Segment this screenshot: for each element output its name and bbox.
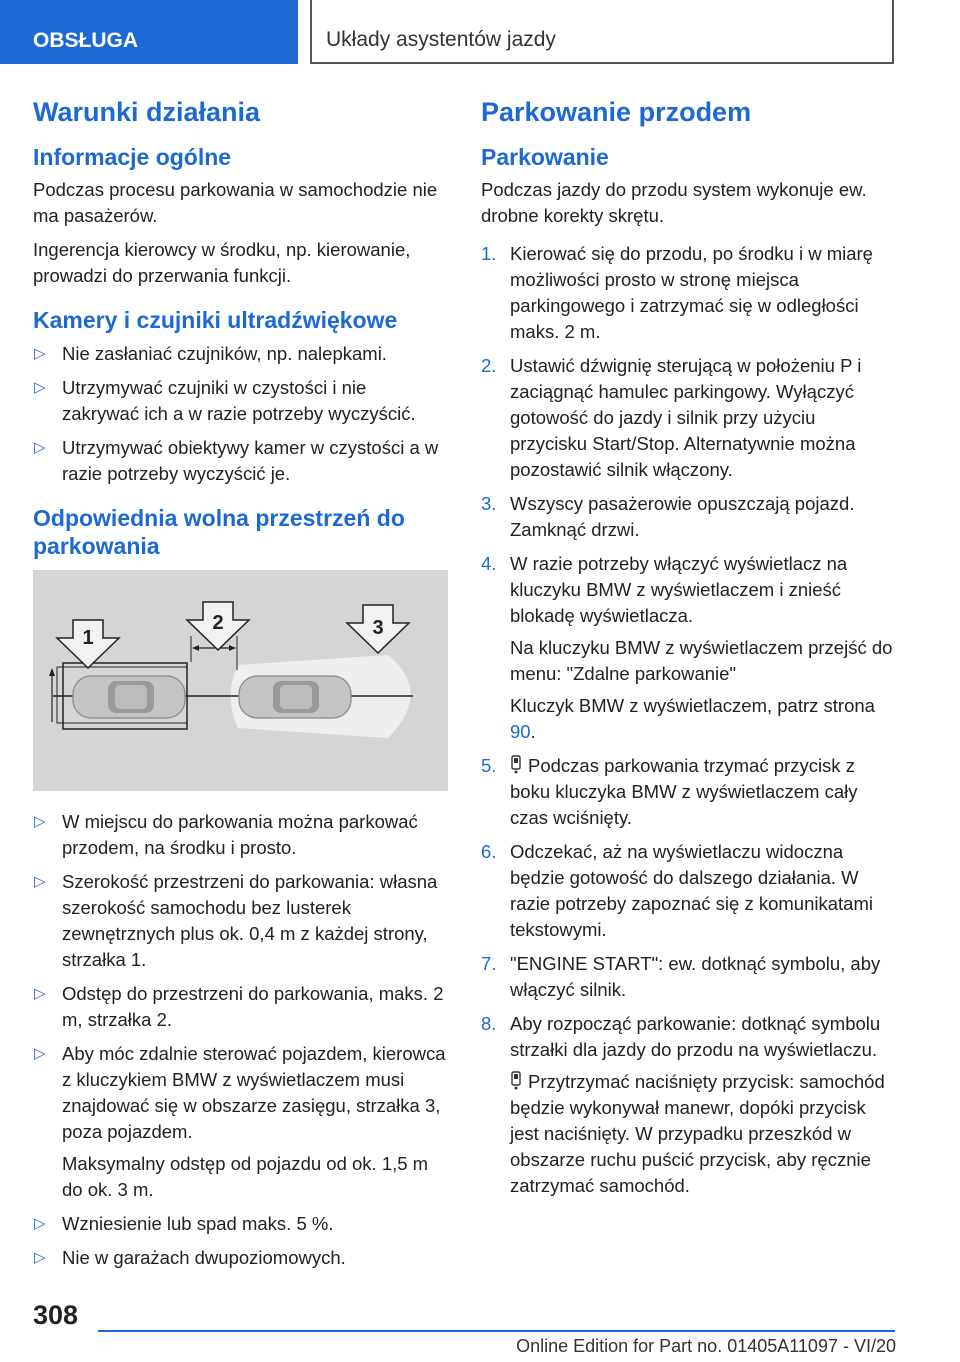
list-item: ▷ Aby móc zdalnie sterować pojazdem, kierowca z kluczykiem BMW z wyświetlaczem musi znajdować się w obszarze zasięgu, strzałka 3, poza pojazdem. Maksymalny odstęp od pojazdu od ok. 1,5 m do ok. 3 m. xyxy=(33,1041,448,1203)
triangle-bullet-icon: ▷ xyxy=(34,438,46,456)
chapter-title: Układy asystentów jazdy xyxy=(326,28,556,51)
parking-space-diagram xyxy=(33,570,448,791)
triangle-bullet-icon: ▷ xyxy=(34,1215,46,1233)
list-item: ▷ Szerokość przestrzeni do parkowania: własna szerokość samochodu bez lusterek zewnętrznych plus ok. 0,4 m z każdej strony, strzałka 1. xyxy=(34,871,438,971)
paragraph: Podczas jazdy do przodu system wykonuje ew. drobne korekty skrętu. xyxy=(481,179,867,227)
heading-parking-space: Odpowiednia wolna przestrzeń do parkowania xyxy=(33,504,405,559)
step-item: 4. W razie potrzeby włączyć wyświetlacz na kluczyku BMW z wyświetlaczem i znieść blokadę wyświetlacza. Na kluczyku BMW z wyświetlaczem przejść do menu: "Zdalne parkowanie" Kluczyk BMW z wyświetlaczem, patrz strona 90. xyxy=(481,551,896,745)
chapter-header xyxy=(310,0,894,64)
section-tab-label: OBSŁUGA xyxy=(33,29,138,52)
page-link[interactable]: 90 xyxy=(510,721,531,743)
list-item: ▷ Nie w garażach dwupoziomowych. xyxy=(33,1245,448,1271)
step-item: 5. Podczas parkowania trzymać przycisk z boku kluczyka BMW z wyświetlaczem cały czas wciśnięty. xyxy=(481,755,858,829)
display-key-icon xyxy=(510,755,522,775)
car-parked xyxy=(73,676,185,718)
steps-list xyxy=(481,241,896,1199)
step-item: 3. Wszyscy pasażerowie opuszczają pojazd. Zamknąć drzwi. xyxy=(481,493,855,541)
step-note: Kluczyk BMW z wyświetlaczem, patrz strona 90. xyxy=(510,695,875,743)
step-item: 6. Odczekać, aż na wyświetlaczu widoczna będzie gotowość do dalszego działania. W razie potrzeby zapoznać się z komunikatami tekstowymi. xyxy=(481,841,873,941)
step-item: 7. "ENGINE START": ew. dotknąć symbolu, aby włączyć silnik. xyxy=(481,953,881,1001)
svg-text:3: 3 xyxy=(372,617,384,640)
heading-front-parking: Parkowanie przodem xyxy=(481,97,752,127)
parking-space-list xyxy=(33,809,448,1271)
step-item: 1. Kierować się do przodu, po środku i w miarę możliwości prosto w stronę miejsca parkingowego i zatrzymać się w odległości maks. 2 m. xyxy=(481,243,873,343)
footer-divider xyxy=(98,1330,895,1332)
step-item: 2. Ustawić dźwignię sterującą w położeniu P i zaciągnąć hamulec parkingowy. Wyłączyć gotowość do jazdy i silnik przy użyciu przycisku Start/Stop. Alternatywnie można pozostawić silnik włączony. xyxy=(481,355,862,481)
triangle-bullet-icon: ▷ xyxy=(34,1249,46,1267)
triangle-bullet-icon: ▷ xyxy=(34,813,46,831)
list-item: ▷ W miejscu do parkowania można parkować przodem, na środku i prosto. xyxy=(34,811,418,859)
heading-general-info: Informacje ogólne xyxy=(33,143,232,170)
step-note: Przytrzymać naciśnięty przycisk: samochód będzie wykonywał manewr, dopóki przycisk jest naciśnięty. W przypadku przeszkód w obszarze ruchu puścić przycisk, aby ręcznie zatrzymać samochód. xyxy=(510,1071,885,1197)
section-tab xyxy=(0,0,298,64)
car-approaching xyxy=(239,676,351,718)
heading-parking: Parkowanie xyxy=(481,143,609,170)
left-column xyxy=(33,96,448,1279)
footer-edition: Online Edition for Part no. 01405A11097 - VI/20 xyxy=(516,1336,896,1356)
list-item-note: Maksymalny odstęp od pojazdu od ok. 1,5 m do ok. 3 m. xyxy=(62,1153,429,1201)
triangle-bullet-icon: ▷ xyxy=(34,873,46,891)
list-item: ▷ Odstęp do przestrzeni do parkowania, maks. 2 m, strzałka 2. xyxy=(34,983,444,1031)
sensor-list xyxy=(33,341,448,487)
list-item: ▷ Nie zasłaniać czujników, np. nalepkami. xyxy=(33,341,448,367)
display-key-icon xyxy=(510,1071,522,1091)
paragraph: Podczas procesu parkowania w samochodzie nie ma pasażerów. xyxy=(33,179,438,227)
step-item: 8. Aby rozpocząć parkowanie: dotknąć symbolu strzałki dla jazdy do przodu na wyświetlaczu. Przytrzymać naciśnięty przycisk: samochód będzie wykonywał manewr, dopóki przycisk jest naciśnięty. W przypadku przeszkód w obszarze ruchu puścić przycisk, aby ręcznie zatrzymać samochód. xyxy=(481,1011,896,1199)
triangle-bullet-icon: ▷ xyxy=(34,1045,46,1063)
svg-text:2: 2 xyxy=(212,612,224,635)
list-item: ▷ Utrzymywać obiektywy kamer w czystości a w razie potrzeby wyczyścić je. xyxy=(34,436,439,484)
paragraph: Ingerencja kierowcy w środku, np. kierowanie, prowadzi do przerwania funkcji. xyxy=(33,239,411,287)
triangle-bullet-icon: ▷ xyxy=(34,378,46,396)
triangle-bullet-icon: ▷ xyxy=(34,344,46,362)
list-item: ▷ Utrzymywać czujniki w czystości i nie zakrywać ich a w razie potrzeby wyczyścić. xyxy=(34,376,416,424)
right-column xyxy=(481,96,896,1207)
list-item: ▷ Wzniesienie lub spad maks. 5 %. xyxy=(33,1211,448,1237)
page-number: 308 xyxy=(33,1300,79,1330)
heading-operating-conditions: Warunki działania xyxy=(33,97,261,127)
step-note: Na kluczyku BMW z wyświetlaczem przejść do menu: "Zdalne parkowanie" xyxy=(510,637,893,685)
triangle-bullet-icon: ▷ xyxy=(34,985,46,1003)
heading-cameras-sensors: Kamery i czujniki ultradźwiękowe xyxy=(33,307,398,334)
svg-text:1: 1 xyxy=(82,627,94,650)
